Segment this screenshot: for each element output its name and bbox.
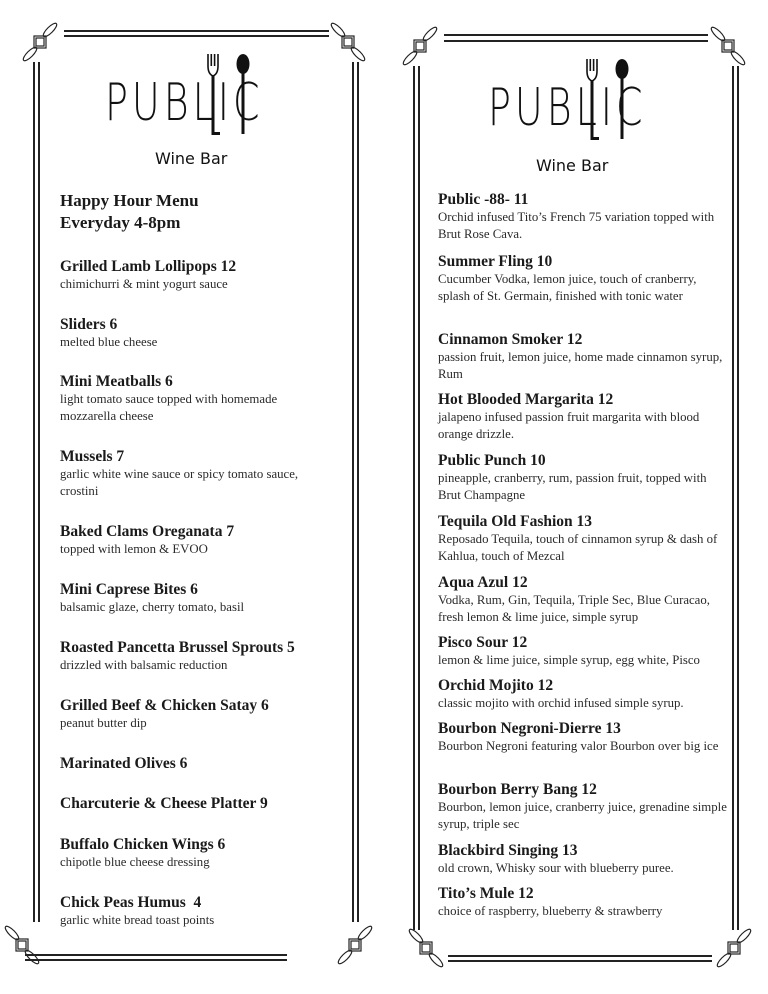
brand-subtitle: Wine Bar — [536, 156, 609, 175]
celtic-knot-ornament-icon — [708, 26, 748, 66]
item-name: Grilled Beef & Chicken Satay 6 — [60, 697, 269, 714]
menu-item — [60, 794, 268, 813]
menu-item — [60, 893, 214, 929]
item-description: old crown, Whisky sour with blueberry puree. — [438, 861, 674, 875]
menu-item — [438, 512, 738, 565]
item-description: passion fruit, lemon juice, home made cinnamon syrup, Rum — [438, 350, 723, 381]
item-description: balsamic glaze, cherry tomato, basil — [60, 600, 245, 614]
celtic-knot-ornament-icon — [400, 26, 440, 66]
celtic-knot-ornament-icon — [20, 22, 60, 62]
item-name: Public -88- 11 — [438, 191, 529, 208]
item-name: Chick Peas Humus 4 — [60, 894, 202, 911]
item-description: garlic white wine sauce or spicy tomato sauce, crostini — [60, 467, 299, 498]
frame-bottom-line-inner — [25, 959, 287, 961]
menu-item — [438, 841, 738, 877]
item-name: Public Punch 10 — [438, 452, 546, 469]
frame-right-line-inner — [352, 62, 354, 922]
item-name: Cinnamon Smoker 12 — [438, 331, 583, 348]
item-name: Mini Meatballs 6 — [60, 373, 173, 390]
menu-item — [60, 315, 157, 351]
brand-name: PUBLIC — [488, 77, 647, 137]
celtic-knot-ornament-icon — [2, 925, 42, 965]
frame-left-line-outer — [33, 62, 35, 922]
frame-bottom-line-outer — [25, 954, 287, 956]
celtic-knot-ornament-icon — [328, 22, 368, 62]
frame-left-line-inner — [418, 66, 420, 930]
item-description: lemon & lime juice, simple syrup, egg white, Pisco — [438, 653, 700, 667]
item-name: Bourbon Berry Bang 12 — [438, 781, 597, 798]
menu-item — [60, 522, 234, 558]
happy-hour-title: Happy Hour Menu — [60, 191, 199, 210]
menu-item — [438, 573, 738, 626]
brand-logo — [105, 52, 285, 172]
menu-item — [438, 719, 738, 755]
item-description: topped with lemon & EVOO — [60, 542, 208, 556]
menu-item — [438, 884, 738, 920]
frame-bottom-line-outer — [448, 955, 712, 957]
item-name: Baked Clams Oreganata 7 — [60, 523, 235, 540]
frame-left-line-outer — [413, 66, 415, 930]
menu-item — [60, 754, 187, 773]
brand-subtitle: Wine Bar — [155, 149, 228, 168]
menu-item — [60, 257, 236, 293]
menu-item — [438, 451, 738, 504]
item-description: chimichurri & mint yogurt sauce — [60, 277, 228, 291]
item-description: choice of raspberry, blueberry & strawberry — [438, 904, 663, 918]
item-name: Charcuterie & Cheese Platter 9 — [60, 795, 268, 812]
frame-left-line-inner — [38, 62, 40, 922]
item-description: Vodka, Rum, Gin, Tequila, Triple Sec, Blue Curacao, fresh lemon & lime juice, simple syrup — [438, 593, 710, 624]
menu-item — [60, 580, 244, 616]
item-name: Mussels 7 — [60, 448, 125, 465]
item-description: Bourbon Negroni featuring valor Bourbon over big ice — [438, 739, 719, 753]
item-description: Bourbon, lemon juice, cranberry juice, grenadine simple syrup, triple sec — [438, 800, 727, 831]
item-name: Roasted Pancetta Brussel Sprouts 5 — [60, 639, 295, 656]
item-description: light tomato sauce topped with homemade mozzarella cheese — [60, 392, 278, 423]
item-name: Marinated Olives 6 — [60, 755, 188, 772]
item-name: Orchid Mojito 12 — [438, 677, 554, 694]
menu-item — [60, 447, 330, 500]
menu-item — [438, 780, 738, 833]
item-name: Grilled Lamb Lollipops 12 — [60, 258, 237, 275]
item-description: garlic white bread toast points — [60, 913, 215, 927]
item-name: Tequila Old Fashion 13 — [438, 513, 593, 530]
menu-item — [438, 190, 738, 243]
frame-right-line-outer — [357, 62, 359, 922]
item-name: Mini Caprese Bites 6 — [60, 581, 198, 598]
celtic-knot-ornament-icon — [406, 928, 446, 968]
item-description: peanut butter dip — [60, 716, 147, 730]
item-description: Cucumber Vodka, lemon juice, touch of cranberry, splash of St. Germain, finished with tonic water — [438, 272, 697, 303]
item-description: jalapeno infused passion fruit margarita with blood orange drizzle. — [438, 410, 700, 441]
item-description: drizzled with balsamic reduction — [60, 658, 228, 672]
item-name: Aqua Azul 12 — [438, 574, 528, 591]
item-name: Pisco Sour 12 — [438, 634, 528, 651]
item-description: Orchid infused Tito’s French 75 variation topped with Brut Rose Cava. — [438, 210, 715, 241]
celtic-knot-ornament-icon — [335, 925, 375, 965]
item-description: melted blue cheese — [60, 335, 158, 349]
frame-top-line-inner — [444, 40, 708, 42]
frame-top-line-outer — [444, 34, 708, 36]
frame-top-line-inner — [64, 35, 329, 37]
item-description: pineapple, cranberry, rum, passion fruit, topped with Brut Champagne — [438, 471, 707, 502]
menu-item — [60, 696, 269, 732]
item-description: chipotle blue cheese dressing — [60, 855, 210, 869]
item-name: Summer Fling 10 — [438, 253, 553, 270]
celtic-knot-ornament-icon — [714, 928, 754, 968]
happy-hour-heading — [60, 190, 199, 234]
menu-item — [60, 638, 295, 674]
item-description: classic mojito with orchid infused simple syrup. — [438, 696, 684, 710]
item-name: Bourbon Negroni-Dierre 13 — [438, 720, 621, 737]
item-name: Sliders 6 — [60, 316, 118, 333]
menu-item — [438, 676, 738, 712]
frame-top-line-outer — [64, 30, 329, 32]
brand-logo — [488, 57, 668, 177]
item-name: Buffalo Chicken Wings 6 — [60, 836, 226, 853]
menu-item — [438, 633, 738, 669]
menu-item — [60, 372, 320, 425]
menu-item — [438, 252, 738, 305]
menu-item — [438, 330, 738, 383]
item-name: Blackbird Singing 13 — [438, 842, 578, 859]
brand-name: PUBLIC — [105, 72, 264, 132]
happy-hour-schedule: Everyday 4-8pm — [60, 213, 181, 232]
item-name: Hot Blooded Margarita 12 — [438, 391, 614, 408]
menu-item — [438, 390, 738, 443]
item-description: Reposado Tequila, touch of cinnamon syrup & dash of Kahlua, touch of Mezcal — [438, 532, 718, 563]
menu-item — [60, 835, 225, 871]
item-name: Tito’s Mule 12 — [438, 885, 534, 902]
frame-bottom-line-inner — [448, 960, 712, 962]
